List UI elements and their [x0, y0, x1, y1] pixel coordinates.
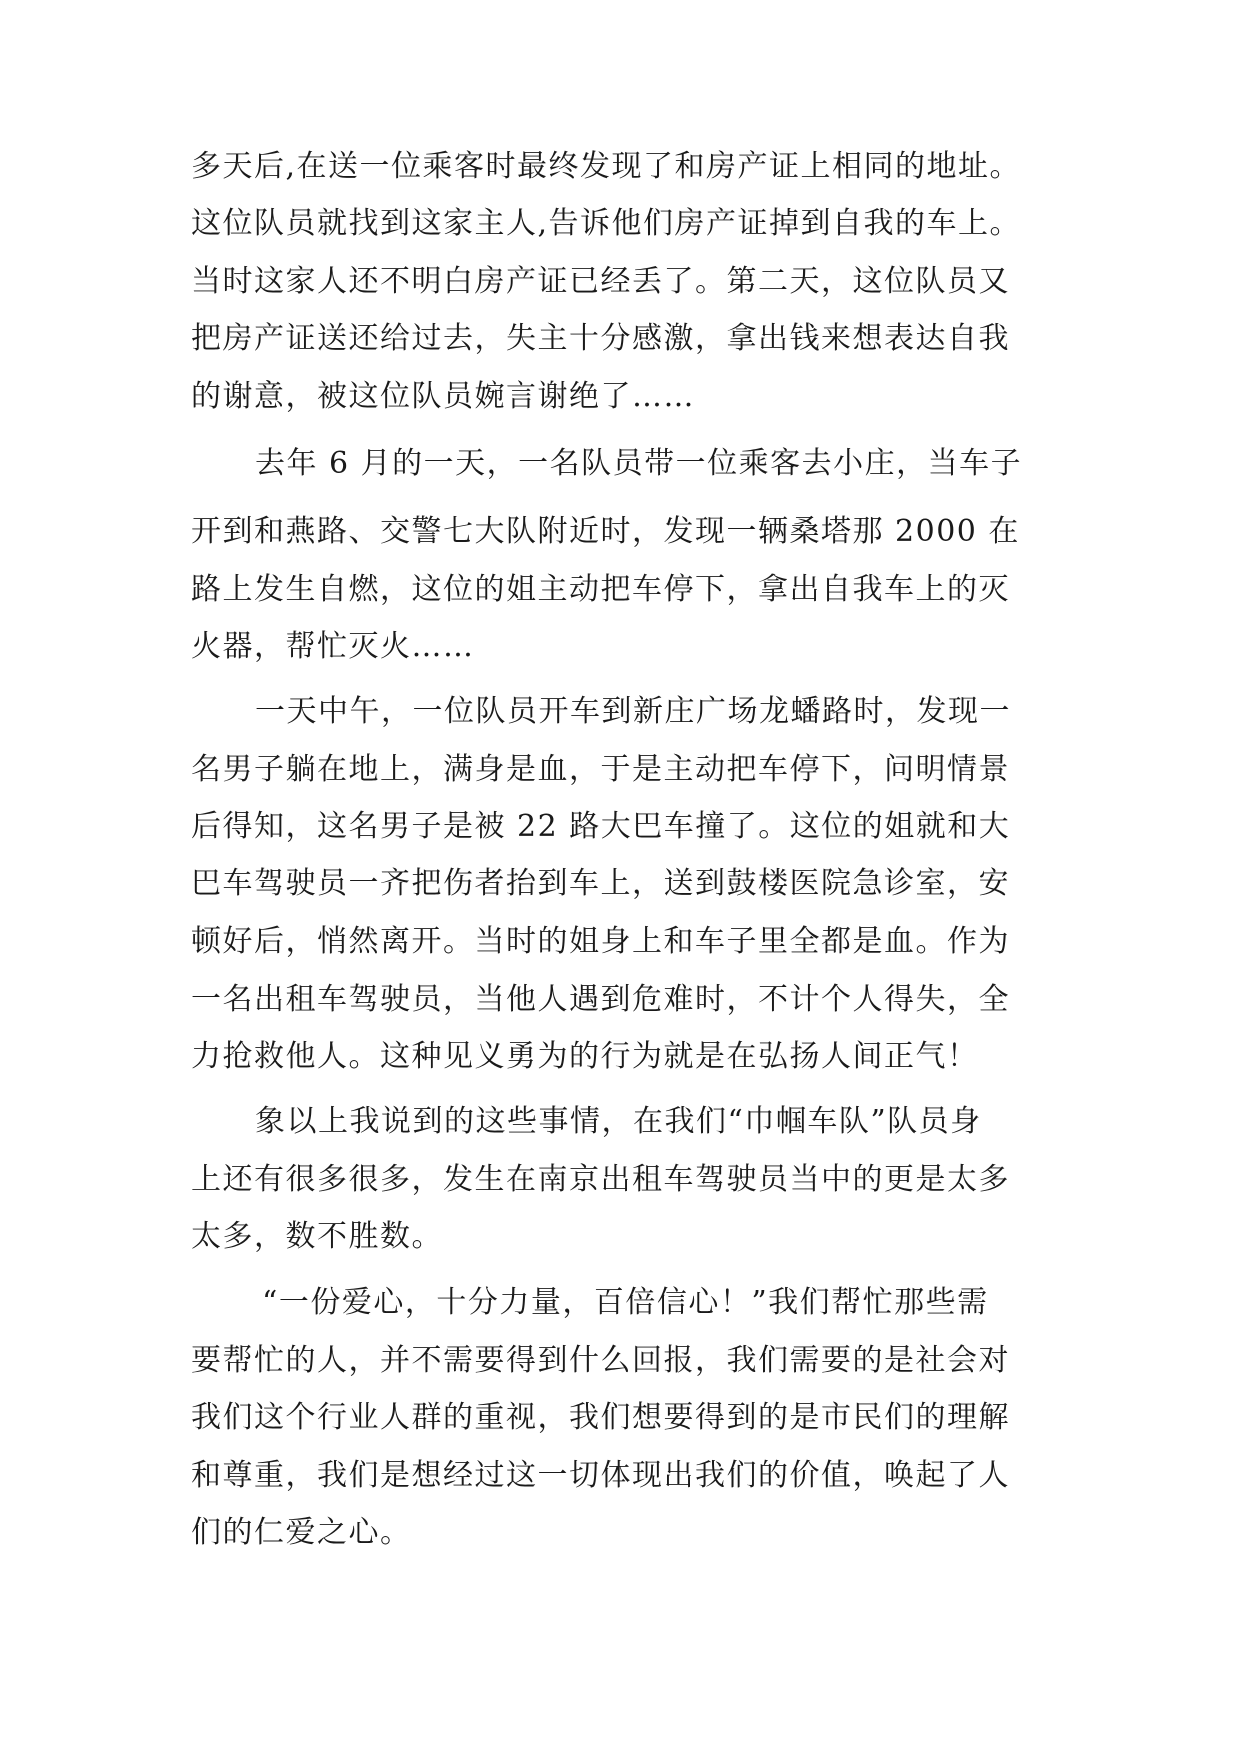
- text-line: 路上发生自燃，这位的姐主动把车停下，拿出自我车上的灭: [191, 572, 1010, 607]
- paragraph-first-line: “一份爱心，十分力量，百倍信心！”我们帮忙那些需: [262, 1285, 989, 1320]
- text-line: 的谢意，被这位队员婉言谢绝了……: [191, 379, 695, 414]
- text-line: 多天后,在送一位乘客时最终发现了和房产证上相同的地址。: [191, 149, 1022, 184]
- text-line: 当时这家人还不明白房产证已经丢了。第二天，这位队员又: [191, 264, 1010, 299]
- paragraph-first-line: 去年 6 月的一天，一名队员带一位乘客去小庄，当车子: [255, 446, 1023, 481]
- text-line: 把房产证送还给过去，失主十分感激，拿出钱来想表达自我: [191, 321, 1010, 356]
- paragraph-first-line: 一天中午，一位队员开车到新庄广场龙蟠路时，发现一: [255, 694, 1011, 729]
- text-line: 们的仁爱之心。: [191, 1515, 412, 1550]
- text-line: 火器，帮忙灭火……: [191, 629, 475, 664]
- text-line: 后得知，这名男子是被 22 路大巴车撞了。这位的姐就和大: [191, 809, 1011, 844]
- text-line: 开到和燕路、交警七大队附近时，发现一辆桑塔那 2000 在: [191, 514, 1020, 549]
- paragraph-first-line: 象以上我说到的这些事情，在我们“巾帼车队”队员身: [255, 1104, 982, 1139]
- text-line: 力抢救他人。这种见义勇为的行为就是在弘扬人间正气！: [191, 1039, 979, 1074]
- text-line: 顿好后，悄然离开。当时的姐身上和车子里全都是血。作为: [191, 924, 1010, 959]
- text-line: 太多，数不胜数。: [191, 1219, 443, 1254]
- text-line: 这位队员就找到这家主人,告诉他们房产证掉到自我的车上。: [191, 206, 1022, 241]
- text-line: 名男子躺在地上，满身是血，于是主动把车停下，问明情景: [191, 752, 1010, 787]
- text-line: 一名出租车驾驶员，当他人遇到危难时，不计个人得失，全: [191, 982, 1010, 1017]
- text-line: 我们这个行业人群的重视，我们想要得到的是市民们的理解: [191, 1400, 1010, 1435]
- text-line: 和尊重，我们是想经过这一切体现出我们的价值，唤起了人: [191, 1458, 1010, 1493]
- text-line: 上还有很多很多，发生在南京出租车驾驶员当中的更是太多: [191, 1162, 1010, 1197]
- text-line: 巴车驾驶员一齐把伤者抬到车上，送到鼓楼医院急诊室，安: [191, 866, 1010, 901]
- text-line: 要帮忙的人，并不需要得到什么回报，我们需要的是社会对: [191, 1343, 1010, 1378]
